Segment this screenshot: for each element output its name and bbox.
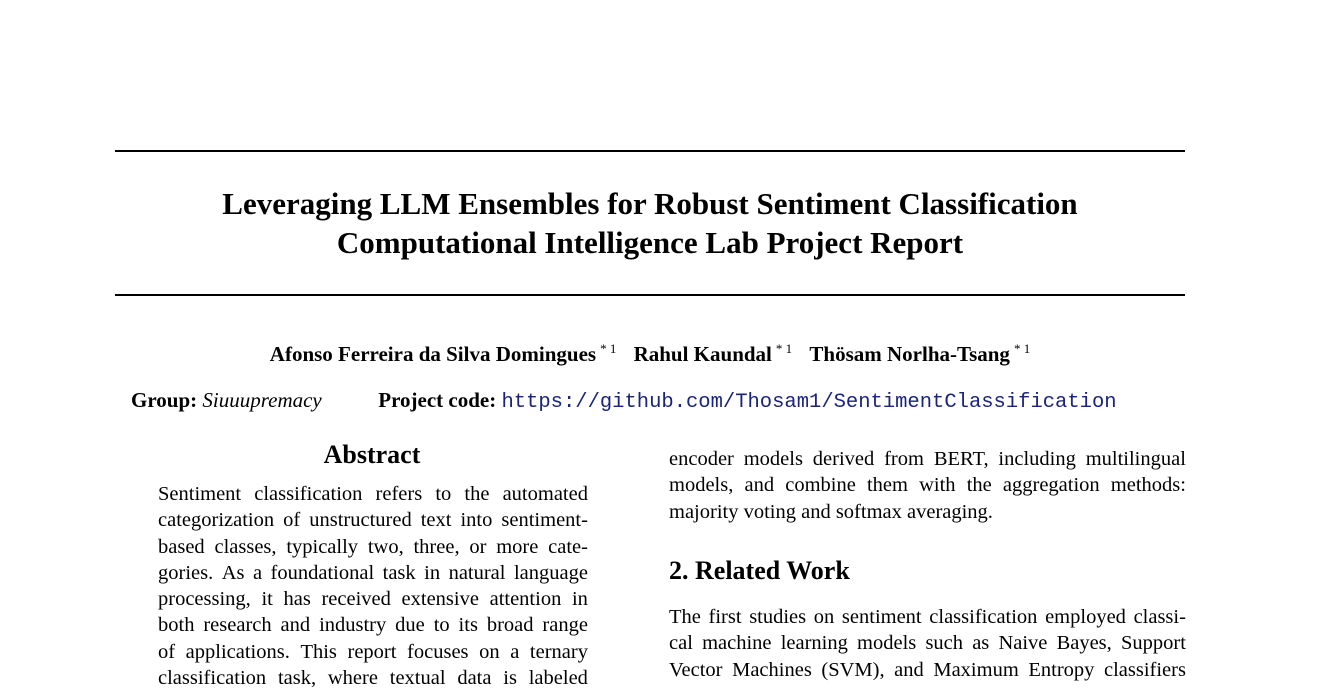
group-label: Group: [131, 388, 198, 412]
related-work-body [669, 604, 1186, 683]
text-line: Vector Machines (SVM), and Maximum Entropy classifiers [669, 658, 1186, 681]
text-line: of applications. This report focuses on a ternary [158, 640, 588, 663]
author-affiliation: * 1 [775, 341, 793, 356]
author-3 [809, 342, 1030, 366]
text-line: based classes, typically two, three, or more cate- [158, 535, 588, 558]
top-rule [115, 150, 1185, 152]
abstract-heading: Abstract [323, 440, 421, 469]
author-1 [270, 342, 617, 366]
project-code-link[interactable]: https://github.com/Thosam1/SentimentClassification [501, 391, 1117, 414]
author-affiliation: * 1 [1013, 341, 1031, 356]
author-2 [634, 342, 793, 366]
paper-title [115, 184, 1185, 262]
intro-continuation [669, 446, 1186, 525]
related-work-heading: 2. Related Work [669, 556, 850, 585]
author-name: Thösam Norlha-Tsang [809, 342, 1010, 366]
text-line: both research and industry due to its broad range [158, 614, 588, 637]
author-list [115, 341, 1185, 367]
group-value: Siuuupremacy [202, 388, 322, 412]
title-line-2: Computational Intelligence Lab Project Report [336, 225, 964, 260]
project-code-label: Project code: [378, 388, 497, 412]
text-line: The first studies on sentiment classification employed classi- [669, 606, 1186, 628]
author-name: Afonso Ferreira da Silva Domingues [269, 342, 597, 366]
title-line-1: Leveraging LLM Ensembles for Robust Sentiment Classification [222, 186, 1078, 221]
text-line: encoder models derived from BERT, including multilingual [669, 448, 1186, 470]
abstract-body [158, 481, 588, 691]
text-line: processing, it has received extensive attention in [158, 588, 588, 611]
text-line: classification task, where textual data is labeled [158, 667, 588, 690]
text-line: majority voting and softmax averaging. [669, 500, 993, 523]
text-line: models, and combine them with the aggregation methods: [669, 474, 1186, 497]
text-line: gories. As a foundational task in natural language [158, 561, 588, 584]
text-line: Sentiment classification refers to the automated [158, 483, 588, 505]
text-line: categorization of unstructured text into sentiment- [158, 509, 588, 532]
text-line: cal machine learning models such as Naive Bayes, Support [669, 632, 1186, 655]
author-name: Rahul Kaundal [633, 342, 772, 366]
bottom-rule [115, 294, 1185, 296]
author-affiliation: * 1 [600, 341, 617, 356]
project-meta [131, 388, 1117, 414]
